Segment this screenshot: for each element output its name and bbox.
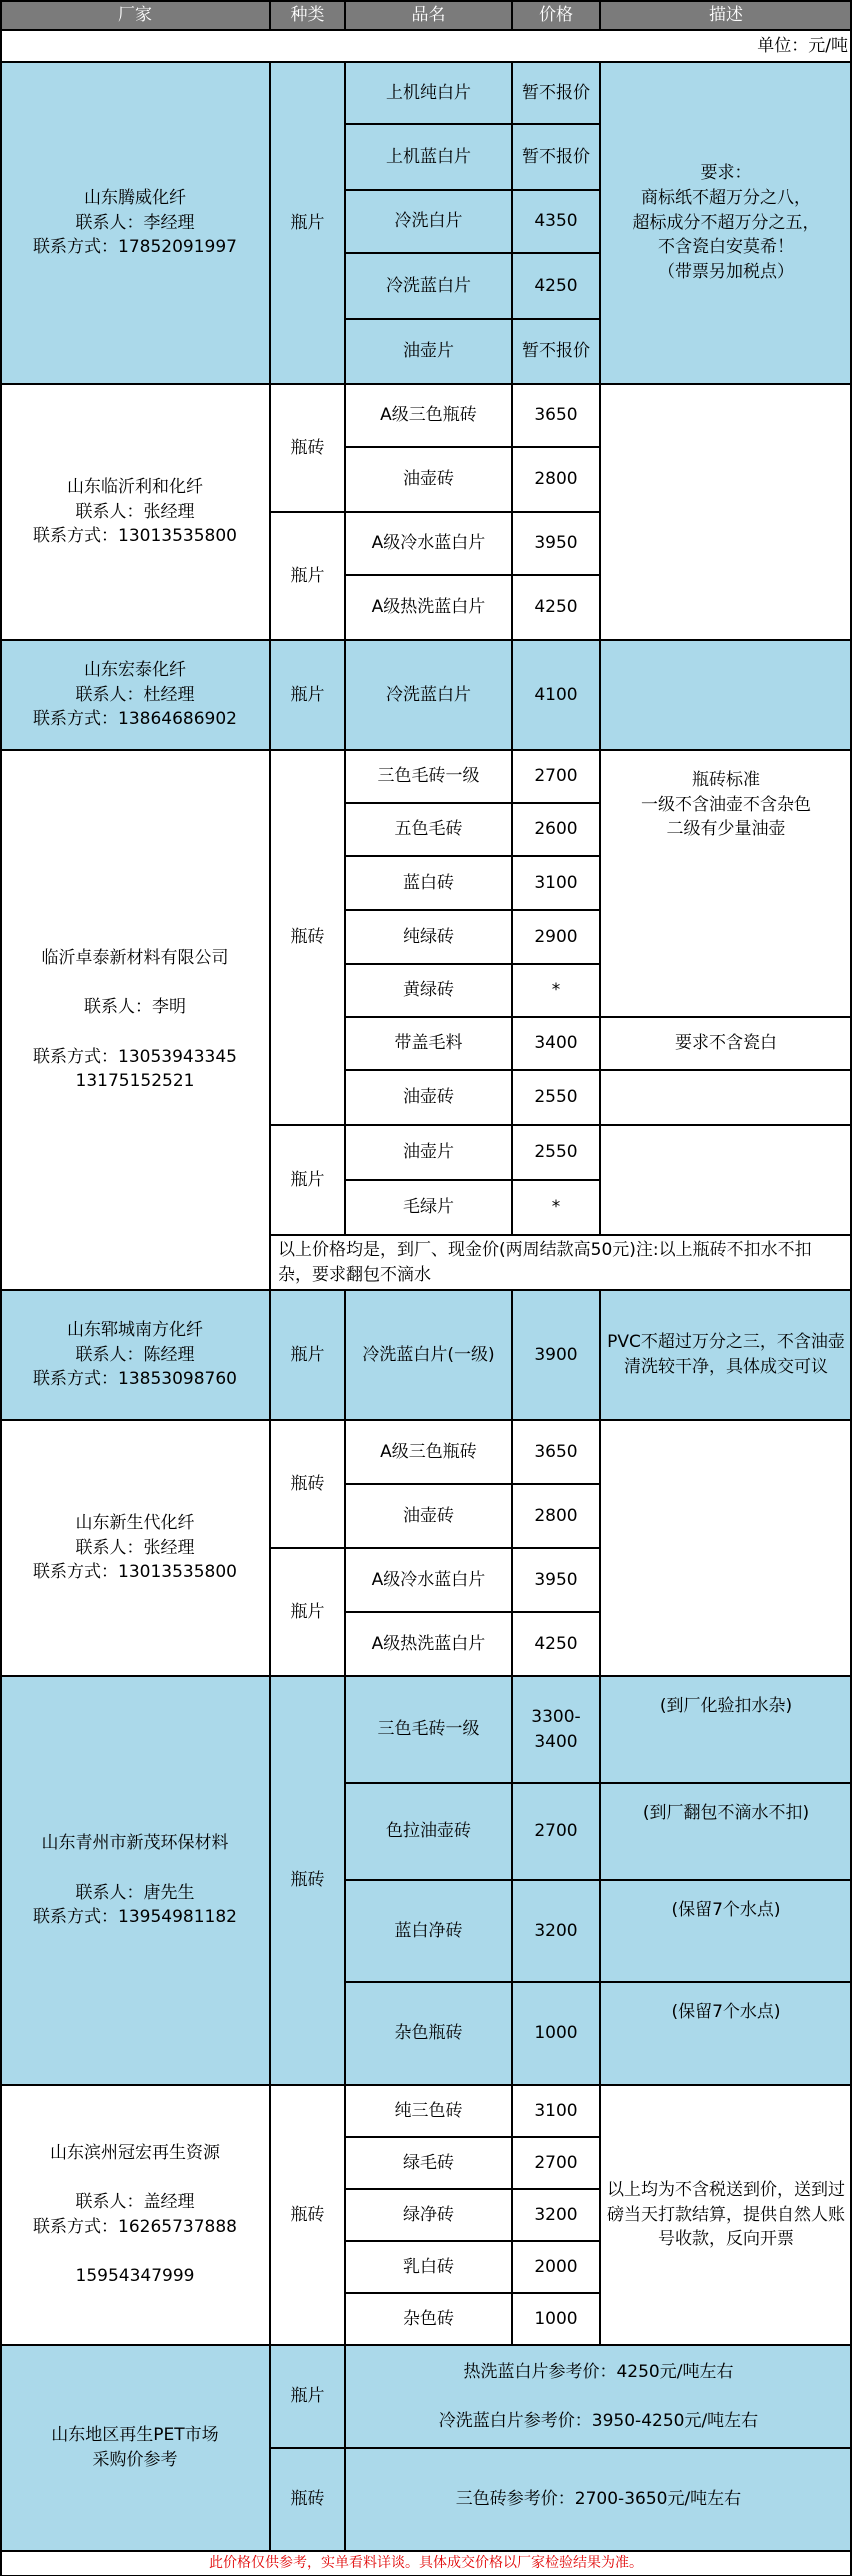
product-price: 2700 bbox=[512, 1783, 600, 1880]
product-price: 4350 bbox=[512, 190, 600, 253]
product-desc: (保留7个水点) bbox=[600, 1880, 852, 1982]
description-cell: 以上均为不含税送到价，送到过磅当天打款结算，提供自然人账号收款，反向开票 bbox=[607, 2180, 845, 2250]
product-price: 3200 bbox=[512, 1880, 600, 1982]
product-name: 三色毛砖一级 bbox=[345, 1676, 512, 1783]
product-name: 绿毛砖 bbox=[403, 2152, 454, 2173]
product-name: 三色毛砖一级 bbox=[377, 766, 480, 787]
product-name: A级热洗蓝白片 bbox=[371, 1633, 486, 1654]
product-name: 油壶砖 bbox=[403, 469, 454, 490]
product-price: 3400 bbox=[534, 1033, 578, 1054]
product-name: 上机纯白片 bbox=[345, 62, 512, 124]
reference-type: 瓶砖 bbox=[270, 2448, 345, 2551]
product-name: A级三色瓶砖 bbox=[380, 1441, 477, 1462]
product-price: * bbox=[551, 1197, 561, 1218]
header-product: 品名 bbox=[345, 0, 512, 30]
type-cell: 瓶片 bbox=[290, 1169, 325, 1190]
product-price: 4250 bbox=[534, 597, 578, 618]
type-cell: 瓶砖 bbox=[290, 2204, 325, 2225]
description-cell bbox=[600, 384, 852, 640]
product-name: 油壶片 bbox=[345, 319, 512, 384]
product-name: 五色毛砖 bbox=[394, 819, 463, 840]
product-price: 3650 bbox=[534, 1441, 578, 1462]
product-name: A级冷水蓝白片 bbox=[371, 1569, 486, 1590]
product-name: 毛绿片 bbox=[403, 1197, 454, 1218]
product-price: 2550 bbox=[534, 1142, 578, 1163]
product-price: 2800 bbox=[534, 1505, 578, 1526]
product-name: 色拉油壶砖 bbox=[345, 1783, 512, 1880]
company-cell: 山东滨州冠宏再生资源 联系人：盖经理 联系方式：16265737888 15954347999 bbox=[33, 2143, 237, 2287]
product-price: 2900 bbox=[534, 926, 578, 947]
product-name: 绿净砖 bbox=[403, 2204, 454, 2225]
reference-company: 山东地区再生PET市场 采购价参考 bbox=[0, 2345, 270, 2551]
product-name: 纯绿砖 bbox=[403, 926, 454, 947]
product-name: 带盖毛料 bbox=[394, 1033, 463, 1054]
product-name: 冷洗白片 bbox=[345, 190, 512, 253]
product-price: 4250 bbox=[534, 1633, 578, 1654]
price-note: 以上价格均是，到厂、现金价(两周结款高50元)注:以上瓶砖不扣水不扣杂，要求翻包不滴水 bbox=[278, 1239, 812, 1285]
product-name: 杂色砖 bbox=[403, 2308, 454, 2329]
description-cell: 瓶砖标准 一级不含油壶不含杂色 二级有少量油壶 bbox=[641, 770, 811, 840]
product-name: 油壶片 bbox=[403, 1142, 454, 1163]
company-cell: 临沂卓泰新材料有限公司 联系人：李明 联系方式：13053943345 13175152521 bbox=[33, 948, 237, 1092]
type-cell: 瓶砖 bbox=[290, 927, 325, 948]
product-name: A级冷水蓝白片 bbox=[371, 533, 486, 554]
type-cell: 瓶片 bbox=[270, 1290, 345, 1420]
product-price: 3300- 3400 bbox=[512, 1676, 600, 1783]
product-name: A级热洗蓝白片 bbox=[371, 597, 486, 618]
unit-label: 单位：元/吨 bbox=[757, 35, 848, 56]
product-price: 4250 bbox=[512, 253, 600, 319]
company-cell: 山东腾威化纤 联系人：李经理 联系方式：17852091997 bbox=[0, 62, 270, 384]
product-price: 暂不报价 bbox=[512, 319, 600, 384]
description-cell: PVC不超过万分之三，不含油壶清洗较干净，具体成交可议 bbox=[600, 1290, 852, 1420]
product-price: 2700 bbox=[534, 766, 578, 787]
product-price: 2800 bbox=[534, 469, 578, 490]
product-price: 2000 bbox=[534, 2256, 578, 2277]
header-desc: 描述 bbox=[600, 0, 852, 30]
product-price: 暂不报价 bbox=[512, 124, 600, 190]
reference-price: 热洗蓝白片参考价：4250元/吨左右 冷洗蓝白片参考价：3950-4250元/吨左右 bbox=[345, 2345, 852, 2448]
company-cell: 山东临沂利和化纤 联系人：张经理 联系方式：13013535800 bbox=[33, 477, 237, 547]
product-name: 冷洗蓝白片(一级) bbox=[345, 1290, 512, 1420]
product-price: 3950 bbox=[534, 533, 578, 554]
product-name: 杂色瓶砖 bbox=[345, 1982, 512, 2085]
company-cell: 山东宏泰化纤 联系人：杜经理 联系方式：13864686902 bbox=[0, 640, 270, 750]
footer-disclaimer: 此价格仅供参考，实单看料详谈。具体成交价格以厂家检验结果为准。 bbox=[209, 2555, 643, 2572]
header-company: 厂家 bbox=[0, 0, 270, 30]
description-cell bbox=[600, 1125, 852, 1235]
product-price: 1000 bbox=[512, 1982, 600, 2085]
description-cell: 要求不含瓷白 bbox=[675, 1033, 777, 1054]
description-cell bbox=[600, 1070, 852, 1125]
company-cell: 山东新生代化纤 联系人：张经理 联系方式：13013535800 bbox=[33, 1513, 237, 1583]
product-price: 2600 bbox=[534, 819, 578, 840]
product-price: 3650 bbox=[534, 405, 578, 426]
type-cell: 瓶砖 bbox=[290, 437, 325, 458]
product-name: 乳白砖 bbox=[403, 2256, 454, 2277]
type-cell: 瓶砖 bbox=[290, 1473, 325, 1494]
product-price: 3200 bbox=[534, 2204, 578, 2225]
header-price: 价格 bbox=[512, 0, 600, 30]
description-cell: 要求： 商标纸不超万分之八， 超标成分不超万分之五， 不含瓷白安莫希！ （带票另加税点） bbox=[600, 62, 852, 384]
product-name: A级三色瓶砖 bbox=[380, 405, 477, 426]
type-cell: 瓶片 bbox=[290, 1601, 325, 1622]
company-cell: 山东青州市新茂环保材料 联系人：唐先生 联系方式：13954981182 bbox=[0, 1676, 270, 2085]
type-cell: 瓶片 bbox=[270, 62, 345, 384]
product-price: 3900 bbox=[512, 1290, 600, 1420]
type-cell: 瓶片 bbox=[270, 640, 345, 750]
product-name: 黄绿砖 bbox=[403, 980, 454, 1001]
product-price: 4100 bbox=[512, 640, 600, 750]
product-price: 3950 bbox=[534, 1569, 578, 1590]
product-name: 油壶砖 bbox=[403, 1087, 454, 1108]
type-cell: 瓶片 bbox=[290, 565, 325, 586]
product-price: 3100 bbox=[534, 2100, 578, 2121]
product-desc: (保留7个水点) bbox=[600, 1982, 852, 2085]
product-price: 2550 bbox=[534, 1087, 578, 1108]
product-name: 冷洗蓝白片 bbox=[345, 640, 512, 750]
description-cell bbox=[600, 640, 852, 750]
product-name: 蓝白砖 bbox=[403, 872, 454, 893]
reference-type: 瓶片 bbox=[270, 2345, 345, 2448]
product-price: 暂不报价 bbox=[512, 62, 600, 124]
product-price: 1000 bbox=[534, 2308, 578, 2329]
product-name: 上机蓝白片 bbox=[345, 124, 512, 190]
product-desc: (到厂化验扣水杂) bbox=[600, 1676, 852, 1783]
product-price: 3100 bbox=[534, 872, 578, 893]
product-name: 冷洗蓝白片 bbox=[345, 253, 512, 319]
product-price: 2700 bbox=[534, 2152, 578, 2173]
product-price: * bbox=[551, 980, 561, 1001]
product-name: 油壶砖 bbox=[403, 1505, 454, 1526]
product-name: 蓝白净砖 bbox=[345, 1880, 512, 1982]
description-cell bbox=[600, 1420, 852, 1676]
header-type: 种类 bbox=[270, 0, 345, 30]
company-cell: 山东郓城南方化纤 联系人：陈经理 联系方式：13853098760 bbox=[0, 1290, 270, 1420]
reference-price: 三色砖参考价：2700-3650元/吨左右 bbox=[345, 2448, 852, 2551]
product-name: 纯三色砖 bbox=[394, 2100, 463, 2121]
product-desc: (到厂翻包不滴水不扣) bbox=[600, 1783, 852, 1880]
type-cell: 瓶砖 bbox=[270, 1676, 345, 2085]
